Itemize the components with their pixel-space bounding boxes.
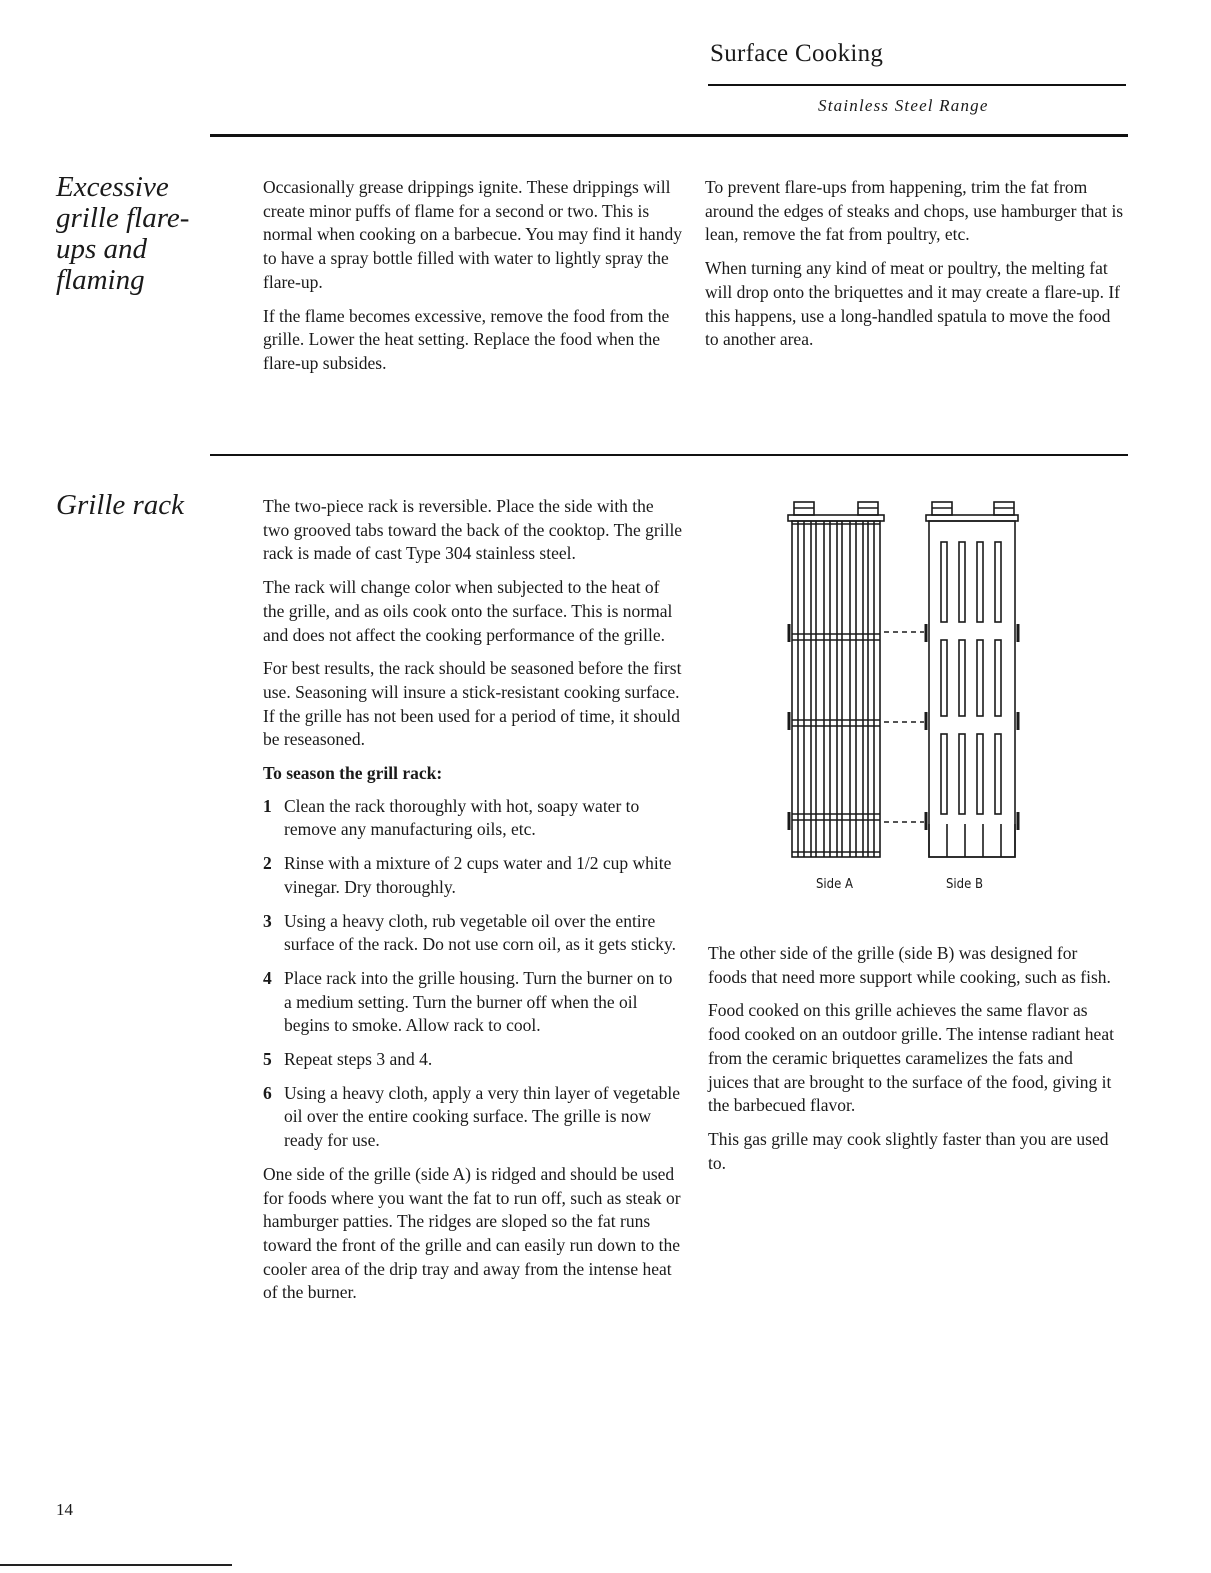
section-divider-flare <box>210 134 1128 137</box>
rack-right-paragraph: This gas grille may cook slightly faster than you are used to. <box>708 1128 1109 1173</box>
grille-rack-illustration <box>780 494 1030 904</box>
section-title-flare: Excessive grille flare-ups and flaming <box>56 171 190 296</box>
side-b-frame <box>929 521 1015 857</box>
side-a-tab-left <box>788 502 884 521</box>
step-text: Place rack into the grille housing. Turn the burner on to a medium setting. Turn the burner off when the oil begins to smoke. Allow rack to cool. <box>284 967 673 1036</box>
flare-right-paragraph: When turning any kind of meat or poultry, the melting fat will drop onto the briquettes and it may create a flare-up. If this happens, use a long-handled spatula to move the food to another area. <box>705 258 1120 350</box>
season-step <box>263 1048 683 1072</box>
step-number: 1 <box>263 795 272 816</box>
page-header-title: Surface Cooking <box>710 40 884 67</box>
season-step <box>263 910 683 957</box>
season-steps-list <box>263 795 683 1153</box>
footer-scan-edge <box>0 1564 232 1566</box>
figure-label-side-b: Side B <box>946 877 984 892</box>
rack-intro-paragraph: The rack will change color when subjected to the heat of the grille, and as oils cook onto the surface. This is normal and does not affect the cooking performance of the grille. <box>263 577 673 645</box>
page-header-subtitle: Stainless Steel Range <box>818 96 989 115</box>
flare-left-paragraph: If the flame becomes excessive, remove the food from the grille. Lower the heat setting. Replace the food when the flare-up subsides. <box>263 305 670 373</box>
step-text: Using a heavy cloth, apply a very thin layer of vegetable oil over the entire cooking surface. The grille is now ready for use. <box>284 1082 681 1151</box>
season-step <box>263 852 683 899</box>
season-step <box>263 967 683 1038</box>
step-number: 2 <box>263 853 272 874</box>
step-text: Rinse with a mixture of 2 cups water and 1/2 cup white vinegar. Dry thoroughly. <box>284 853 672 897</box>
header-rule-top <box>708 84 1126 86</box>
section-divider-rack <box>210 454 1128 456</box>
season-step <box>263 1082 683 1153</box>
step-number: 4 <box>263 967 272 988</box>
rack-intro-paragraph: The two-piece rack is reversible. Place the side with the two grooved tabs toward the back of the cooktop. The grille rack is made of cast Type 304 stainless steel. <box>263 496 683 564</box>
rack-right-paragraph: The other side of the grille (side B) was designed for foods that need more support while cooking, such as fish. <box>708 943 1111 987</box>
season-steps-heading: To season the grill rack: <box>263 763 443 784</box>
flare-left-paragraph: Occasionally grease drippings ignite. These drippings will create minor puffs of flame for a second or two. This is normal when cooking on a barbecue. You may find it handy to have a spray bottle filled with water to lightly spray the flare-up. <box>263 177 682 292</box>
rack-closing-paragraph: One side of the grille (side A) is ridged and should be used for foods where you want the fat to run off, such as steak or hamburger patties. The ridges are sloped so the fat runs toward the front of the grille and can easily run down to the cooler area of the drip tray and away from the intense heat of the burner. <box>263 1163 681 1303</box>
figure-label-side-a: Side A <box>816 877 854 892</box>
rack-left-column <box>263 495 683 1315</box>
section-title-rack: Grille rack <box>56 489 185 521</box>
step-number: 5 <box>263 1049 272 1070</box>
rack-right-paragraph: Food cooked on this grille achieves the same flavor as food cooked on an outdoor grille. The intense radiant heat from the ceramic briquettes caramelizes the fats and juices that are brought to the surface of the food, giving it the barbecued flavor. <box>708 1000 1114 1116</box>
flare-right-paragraph: To prevent flare-ups from happening, trim the fat from around the edges of steaks and chops, use hamburger that is lean, remove the fat from poultry, etc. <box>705 177 1124 245</box>
step-text: Clean the rack thoroughly with hot, soapy water to remove any manufacturing oils, etc. <box>284 795 640 840</box>
step-text: Using a heavy cloth, rub vegetable oil over the entire surface of the rack. Do not use corn oil, as it gets sticky. <box>284 910 677 955</box>
side-a-frame <box>792 521 880 857</box>
step-text: Repeat steps 3 and 4. <box>284 1049 433 1070</box>
season-step <box>263 795 683 842</box>
rack-right-column <box>708 942 1118 1185</box>
rack-intro-paragraph: For best results, the rack should be seasoned before the first use. Seasoning will insure a stick-resistant cooking surface. If the grille has not been used for a period of time, it should be reseasoned. <box>263 658 682 750</box>
flare-left-column <box>263 176 683 386</box>
step-number: 3 <box>263 910 272 931</box>
flare-right-column <box>705 176 1125 362</box>
page-number: 14 <box>56 1500 73 1519</box>
step-number: 6 <box>263 1082 272 1103</box>
